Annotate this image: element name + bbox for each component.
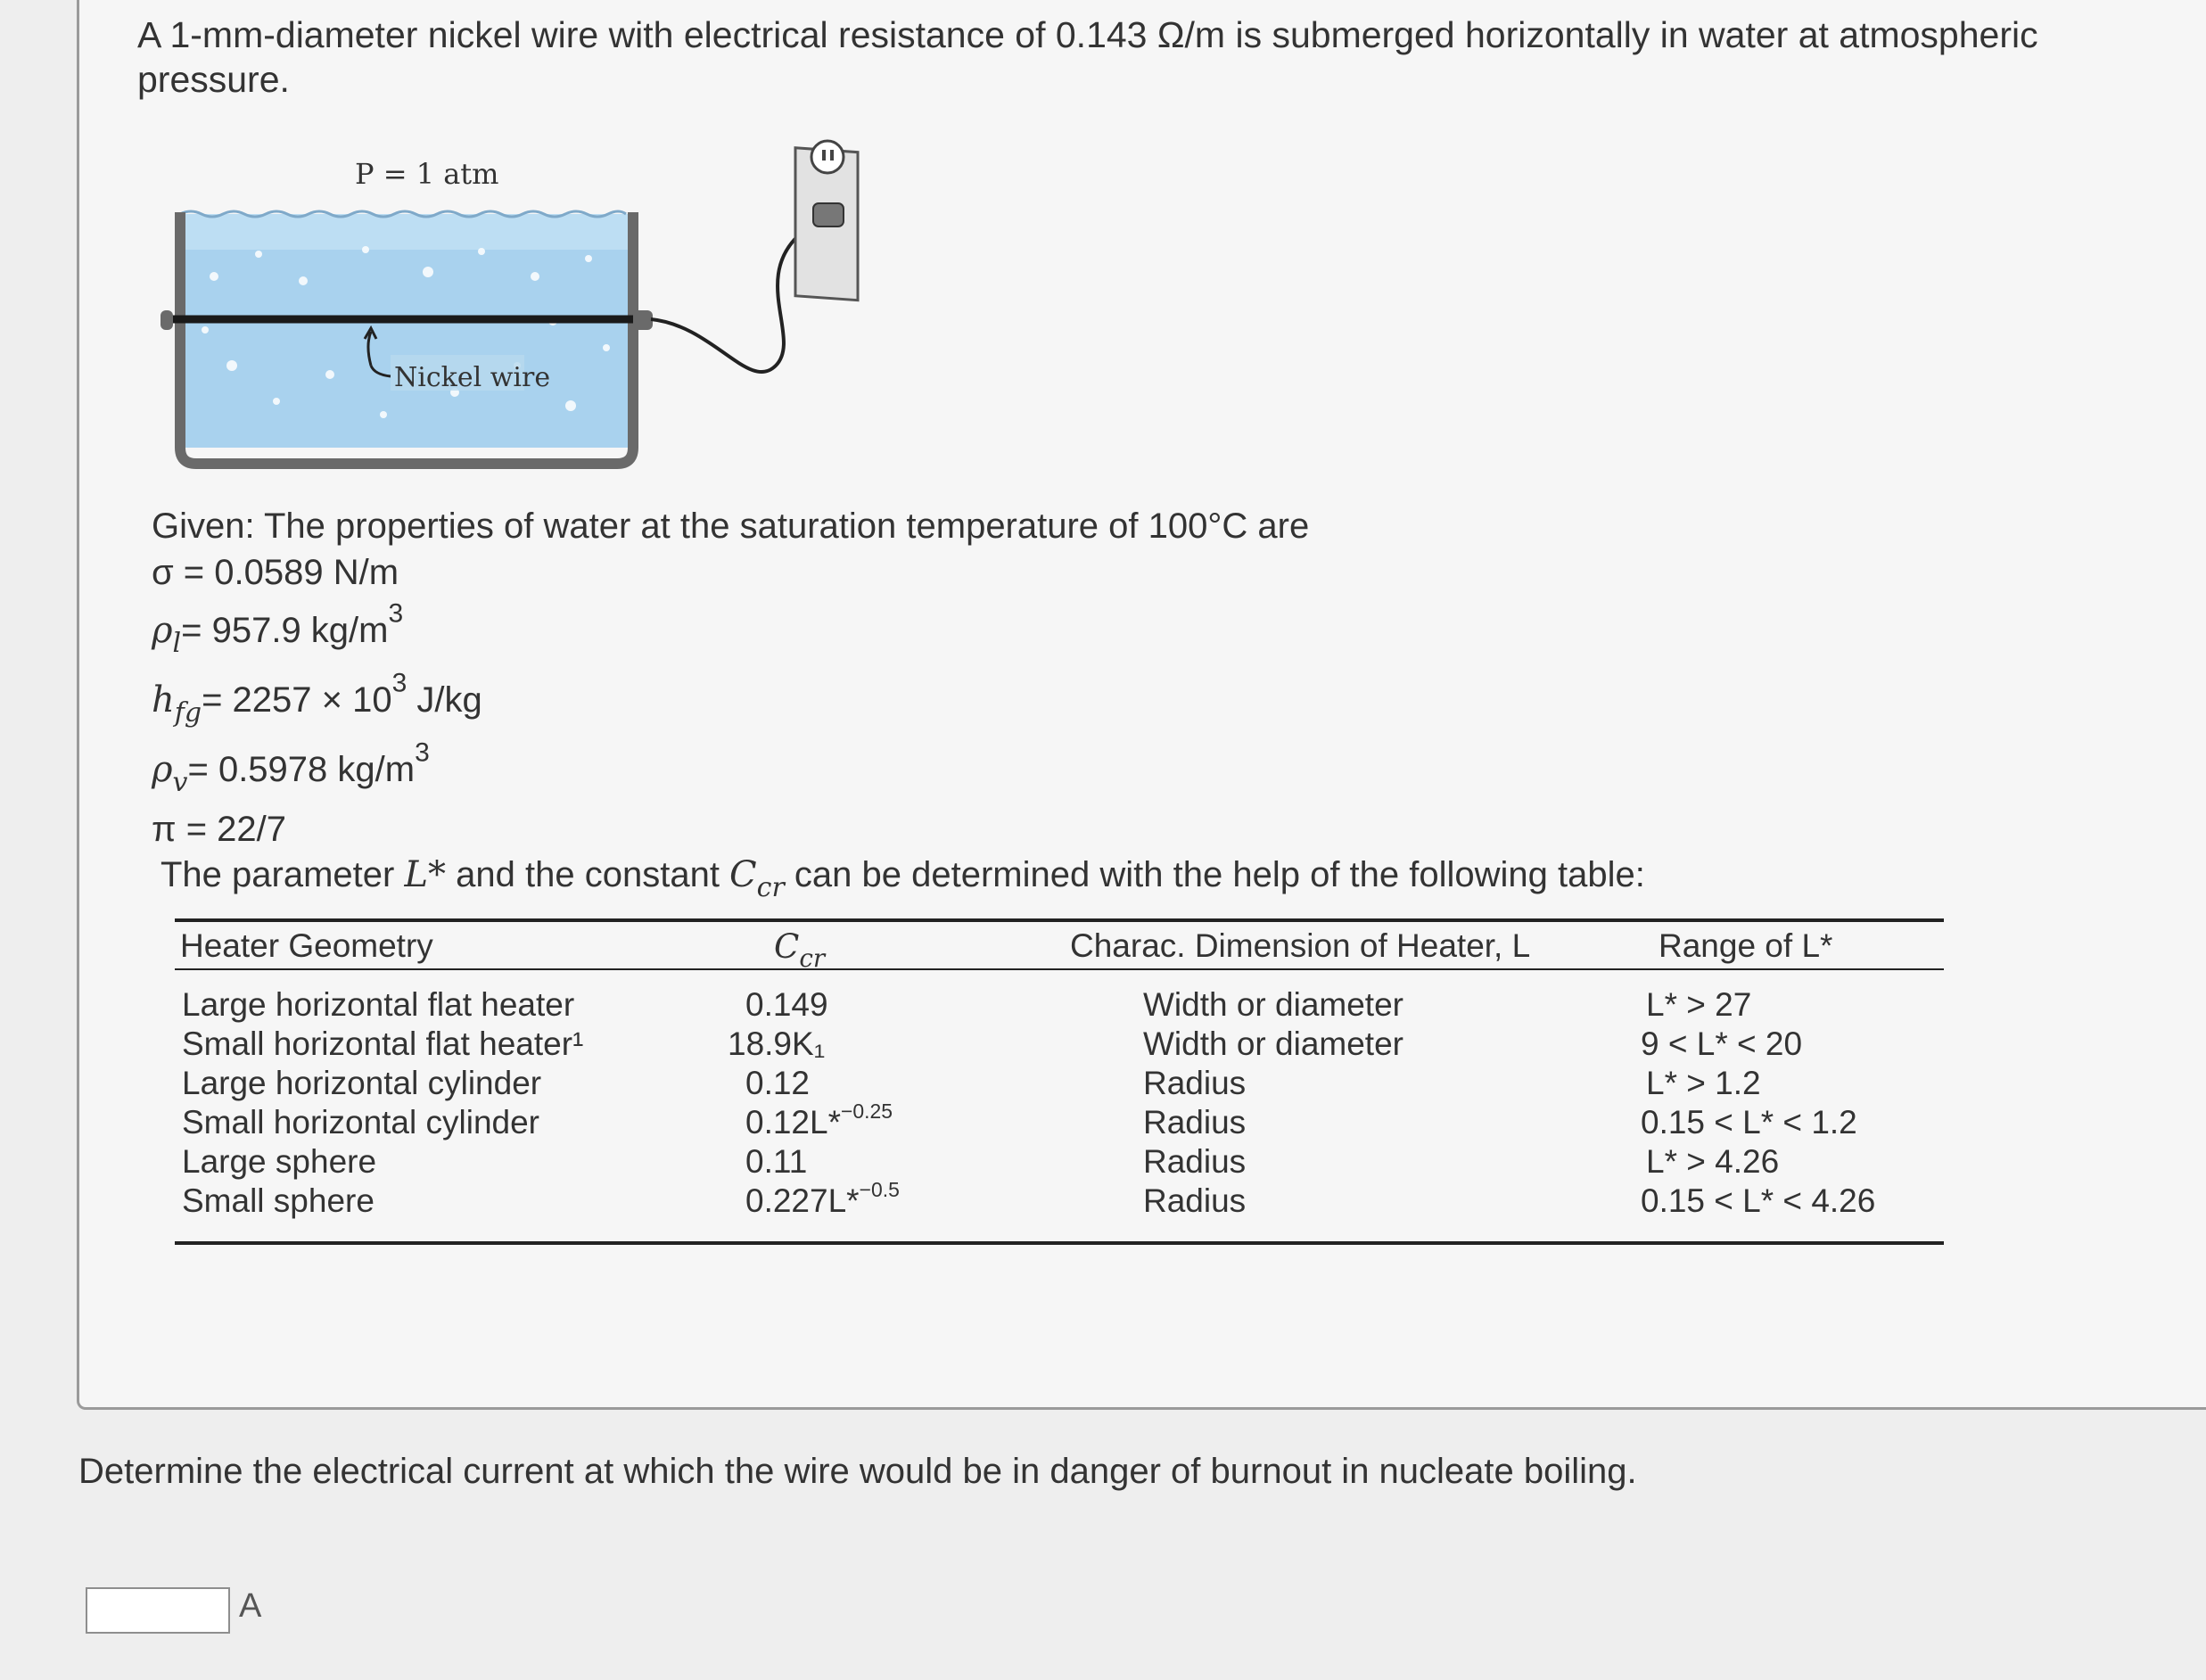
hfg-value: $h_{fg}= 2257 \times 10^3$ J/kg: [152, 668, 482, 729]
table-cell-ccr: 0.12: [745, 1065, 811, 1101]
table-cell-geometry: Large horizontal flat heater: [182, 986, 575, 1023]
table-cell-geometry: Small sphere: [182, 1182, 375, 1219]
table-cell-dimension: Radius: [1143, 1182, 1247, 1219]
problem-intro: A 1-mm-diameter nickel wire with electrical resistance of 0.143 Ω/m is submerged horizontally in water at atmospheric pressure.: [137, 14, 2038, 100]
table-cell-ccr: 0.12L*$^{-0.25}$: [745, 1099, 893, 1141]
table-cell-range: L* > 1.2: [1646, 1065, 1761, 1101]
table-cell-dimension: Width or diameter: [1143, 986, 1403, 1023]
given-heading: Given: The properties of water at the saturation temperature of 100°C are: [152, 506, 1310, 546]
pi-value: π = 22/7: [152, 810, 287, 849]
header-range: Range of L*: [1659, 927, 1833, 964]
pressure-label: P = 1 atm: [355, 157, 499, 191]
table-cell-dimension: Radius: [1143, 1143, 1247, 1180]
table-top-rule: [175, 918, 1944, 922]
table-cell-geometry: Large sphere: [182, 1143, 377, 1180]
rho-v-value: $\rho_v= 0.5978$ $kg/m^3$: [152, 737, 430, 798]
header-ccr: $C_{cr}$: [774, 927, 826, 973]
table-cell-dimension: Width or diameter: [1143, 1025, 1403, 1062]
table-bottom-rule: [175, 1241, 1944, 1245]
sigma-value: σ = 0.0589 N/m: [152, 553, 399, 592]
answer-input[interactable]: [86, 1587, 230, 1634]
table-cell-ccr: 0.149: [745, 986, 828, 1023]
table-cell-range: 0.15 < L* < 4.26: [1641, 1182, 1876, 1219]
table-header-rule: [175, 968, 1944, 970]
wall-outlet-icon: [795, 141, 858, 301]
table-cell-geometry: Small horizontal cylinder: [182, 1104, 540, 1141]
header-geometry: Heater Geometry: [180, 927, 433, 964]
table-cell-dimension: Radius: [1143, 1104, 1247, 1141]
answer-unit: A: [239, 1587, 262, 1625]
wire-label: Nickel wire: [394, 362, 551, 393]
table-intro: The parameter L* and the constant $C_{cr}$ can be determined with the help of the following table:: [161, 854, 1645, 903]
table-cell-ccr: 18.9K₁: [728, 1025, 826, 1062]
header-dimension: Charac. Dimension of Heater, L: [1070, 927, 1531, 964]
table-cell-range: 9 < L* < 20: [1641, 1025, 1803, 1062]
tank-figure: [161, 98, 874, 482]
table-cell-range: 0.15 < L* < 1.2: [1641, 1104, 1857, 1141]
question-text: Determine the electrical current at which the wire would be in danger of burnout in nucleate boiling.: [78, 1452, 1637, 1491]
table-cell-dimension: Radius: [1143, 1065, 1247, 1101]
table-cell-geometry: Small horizontal flat heater¹: [182, 1025, 584, 1062]
table-cell-range: L* > 4.26: [1646, 1143, 1780, 1180]
table-cell-range: L* > 27: [1646, 986, 1752, 1023]
table-cell-ccr: 0.11: [745, 1143, 808, 1180]
table-cell-geometry: Large horizontal cylinder: [182, 1065, 542, 1101]
rho-l-value: $\rho_l= 957.9$ $kg/m^3$: [152, 598, 404, 659]
table-cell-ccr: 0.227L*$^{-0.5}$: [745, 1177, 900, 1219]
